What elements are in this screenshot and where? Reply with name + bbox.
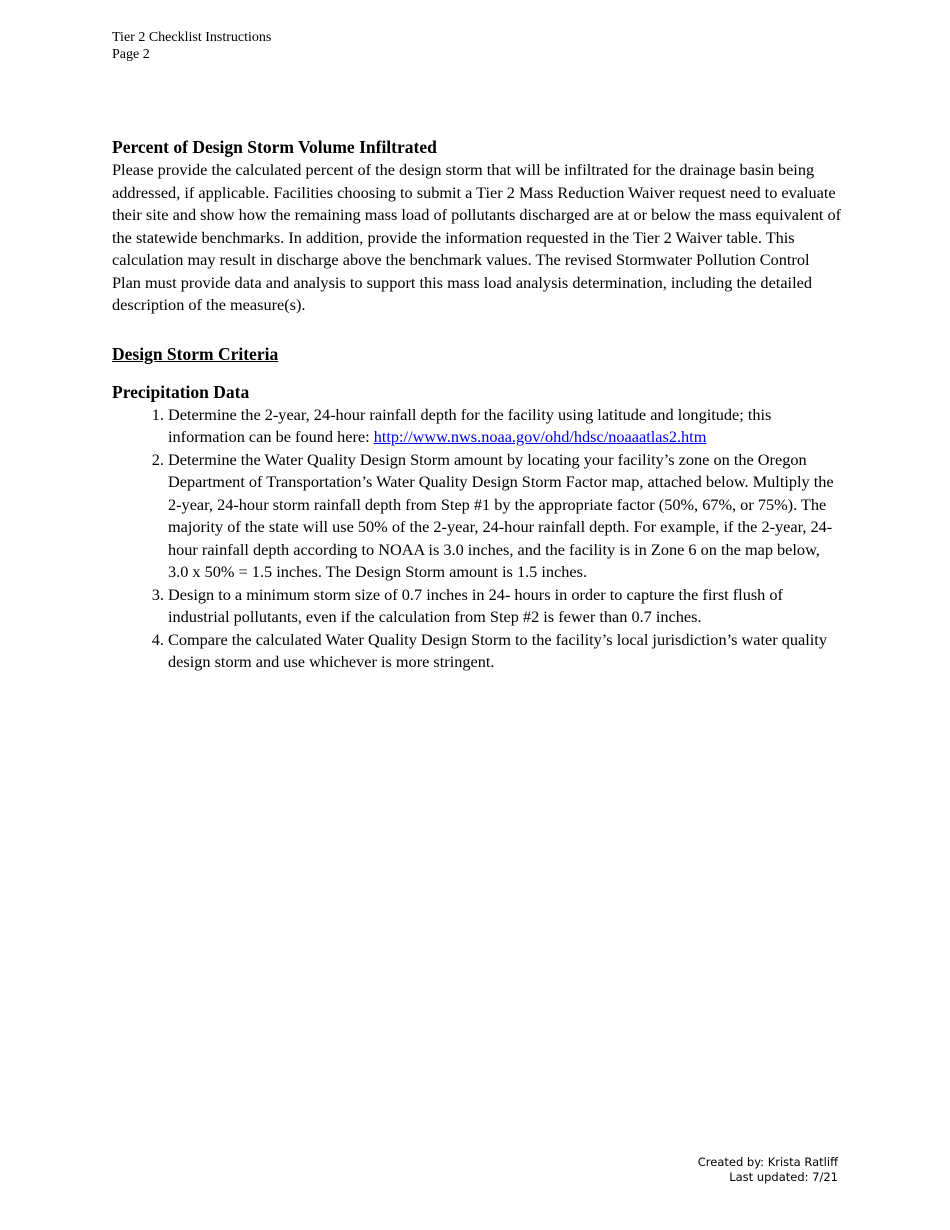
list-item-text: Design to a minimum storm size of 0.7 inches in 24- hours in order to capture the first flush of industrial pollutants, even if the calculation from Step #2 is fewer than 0.7 inches. (168, 584, 783, 626)
noaa-atlas-link[interactable]: http://www.nws.noaa.gov/ohd/hdsc/noaaatlas2.htm (373, 427, 707, 446)
precipitation-steps-list (112, 404, 842, 674)
list-item (168, 449, 842, 584)
document-title: Tier 2 Checklist Instructions (112, 30, 272, 45)
list-item (168, 629, 842, 674)
section-precipitation (112, 380, 842, 674)
section-heading-infiltrated: Percent of Design Storm Volume Infiltrated (112, 137, 437, 157)
list-item (168, 404, 842, 449)
section-criteria (112, 342, 842, 366)
document-body (112, 135, 842, 674)
section-heading-precipitation: Precipitation Data (112, 381, 250, 402)
list-item (168, 584, 842, 629)
page-number: Page 2 (112, 47, 150, 62)
list-item-text: Determine the Water Quality Design Storm amount by locating your facility’s zone on the Oregon Department of Transportation’s Water Quality Design Storm Factor map, attached below. Multiply the 2-year, 24-hour storm rainfall depth from Step #1 by the appropriate factor (50%, 67%, or 75%). The majority of the state will use 50% of the 2-year, 24-hour rainfall depth. For example, if the 2-year, 24-hour rainfall depth according to NOAA is 3.0 inches, and the facility is in Zone 6 on the map below, 3.0 x 50% = 1.5 inches. The Design Storm amount is 1.5 inches. (168, 449, 834, 581)
created-by: Created by: Krista Ratliff (697, 1155, 838, 1169)
paragraph-infiltrated: Please provide the calculated percent of the design storm that will be infiltrated for the drainage basin being addressed, if applicable. Facilities choosing to submit a Tier 2 Mass Reduction Waiver request need to evaluate their site and show how the remaining mass load of pollutants discharged are at or below the mass equivalent of the statewide benchmarks. In addition, provide the information requested in the Tier 2 Waiver table. This calculation may result in discharge above the benchmark values. The revised Stormwater Pollution Control Plan must provide data and analysis to support this mass load analysis determination, including the detailed description of the measure(s). (112, 160, 842, 314)
section-heading-criteria: Design Storm Criteria (112, 343, 279, 364)
page-footer (698, 1155, 838, 1185)
page-header (112, 29, 271, 63)
section-infiltrated (112, 135, 842, 317)
list-item-text: Determine the 2-year, 24-hour rainfall depth for the facility using latitude and longitude; this information can be found here: (168, 404, 772, 446)
last-updated: Last updated: 7/21 (729, 1170, 838, 1184)
list-item-text: Compare the calculated Water Quality Design Storm to the facility’s local jurisdiction’s water quality design storm and use whichever is more stringent. (168, 629, 827, 671)
